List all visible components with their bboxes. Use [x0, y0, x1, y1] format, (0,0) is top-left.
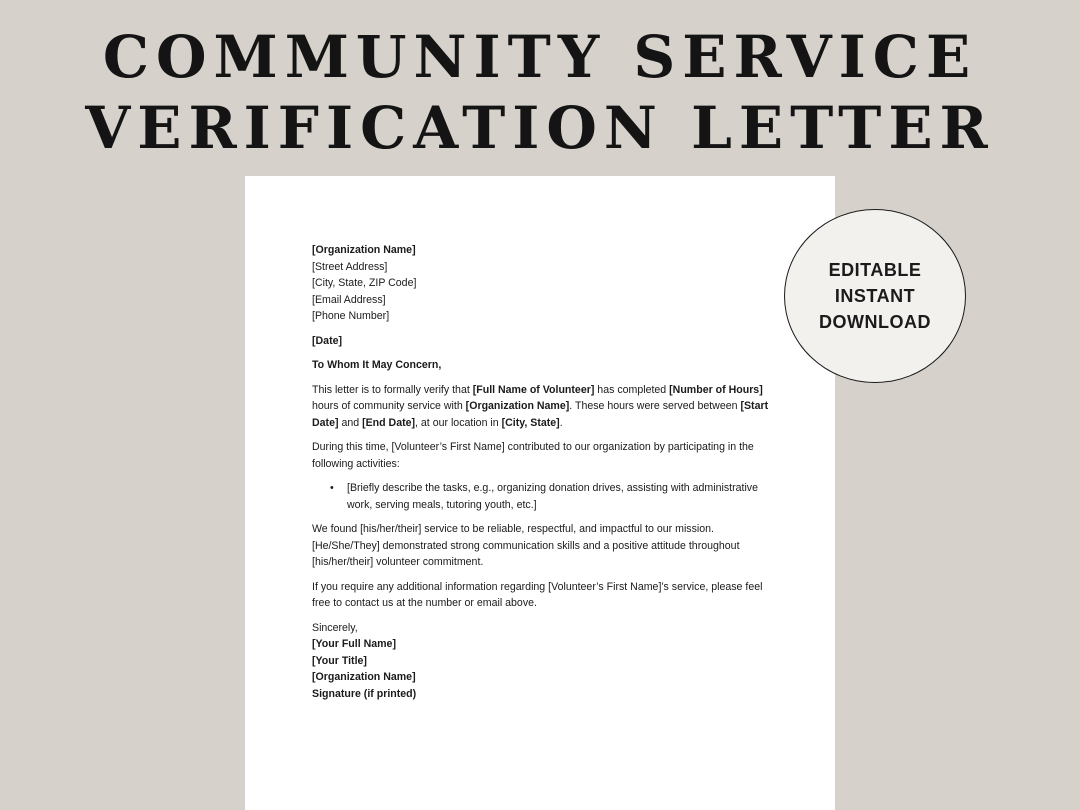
letter-page — [245, 176, 835, 810]
salutation: To Whom It May Concern, — [312, 359, 442, 371]
p1-text-5: and — [338, 416, 363, 429]
p1-text-1: This letter is to formally verify that — [312, 383, 473, 396]
paragraph-activities: During this time, [Volunteer’s First Name] contributed to our organization by participating in the following activities: — [312, 441, 754, 470]
p1-text-2: has completed — [594, 383, 670, 396]
badge-line-1: EDITABLE — [828, 260, 922, 280]
activity-bullet — [312, 480, 782, 513]
badge-line-2: INSTANT — [834, 286, 916, 306]
p1-text-4: . These hours were served between — [569, 400, 741, 412]
heading-line-2: VERIFICATION LETTER — [85, 94, 995, 162]
signature-title: [Your Title] — [312, 654, 367, 667]
p1-org-name: [Organization Name] — [465, 400, 570, 412]
signature-name: [Your Full Name] — [312, 638, 396, 650]
p1-text-7: . — [559, 416, 563, 429]
p1-start-date: [Start Date] — [312, 400, 769, 429]
p1-text-6: , at our location in — [415, 416, 502, 429]
badge-line-3: DOWNLOAD — [819, 312, 931, 332]
p1-end-date: [End Date] — [362, 416, 416, 429]
editable-download-badge — [784, 209, 966, 383]
closing: Sincerely, — [312, 621, 358, 634]
phone-number: [Phone Number] — [312, 310, 390, 322]
paragraph-contact: If you require any additional information regarding [Volunteer’s First Name]’s service, please feel free to contact us at the number or email above. — [312, 580, 763, 609]
street-address: [Street Address] — [312, 260, 388, 273]
p1-city-state: [City, State] — [501, 416, 560, 429]
paragraph-verification — [312, 382, 782, 432]
email-address: [Email Address] — [312, 293, 386, 306]
letter-body — [312, 242, 782, 702]
city-state-zip: [City, State, ZIP Code] — [312, 277, 417, 289]
p1-text-3: hours of community service with — [312, 400, 466, 412]
date: [Date] — [312, 334, 343, 347]
heading-line-1: COMMUNITY SERVICE — [102, 23, 978, 91]
p1-volunteer-name: [Full Name of Volunteer] — [472, 383, 595, 396]
p1-hours: [Number of Hours] — [669, 383, 763, 396]
bullet-dot: • — [330, 482, 334, 494]
org-name: [Organization Name] — [312, 244, 416, 256]
signature-org: [Organization Name] — [312, 671, 416, 683]
signature-note: Signature (if printed) — [312, 687, 417, 700]
paragraph-assessment: We found [his/her/their] service to be reliable, respectful, and impactful to our mission. [He/She/They] demonstrated strong communication skills and a positive attitude throughout [his/her/their] volunteer commitment. — [312, 523, 740, 568]
activity-bullet-text: [Briefly describe the tasks, e.g., organizing donation drives, assisting with administrative work, serving meals, tutoring youth, etc.] — [347, 482, 758, 511]
